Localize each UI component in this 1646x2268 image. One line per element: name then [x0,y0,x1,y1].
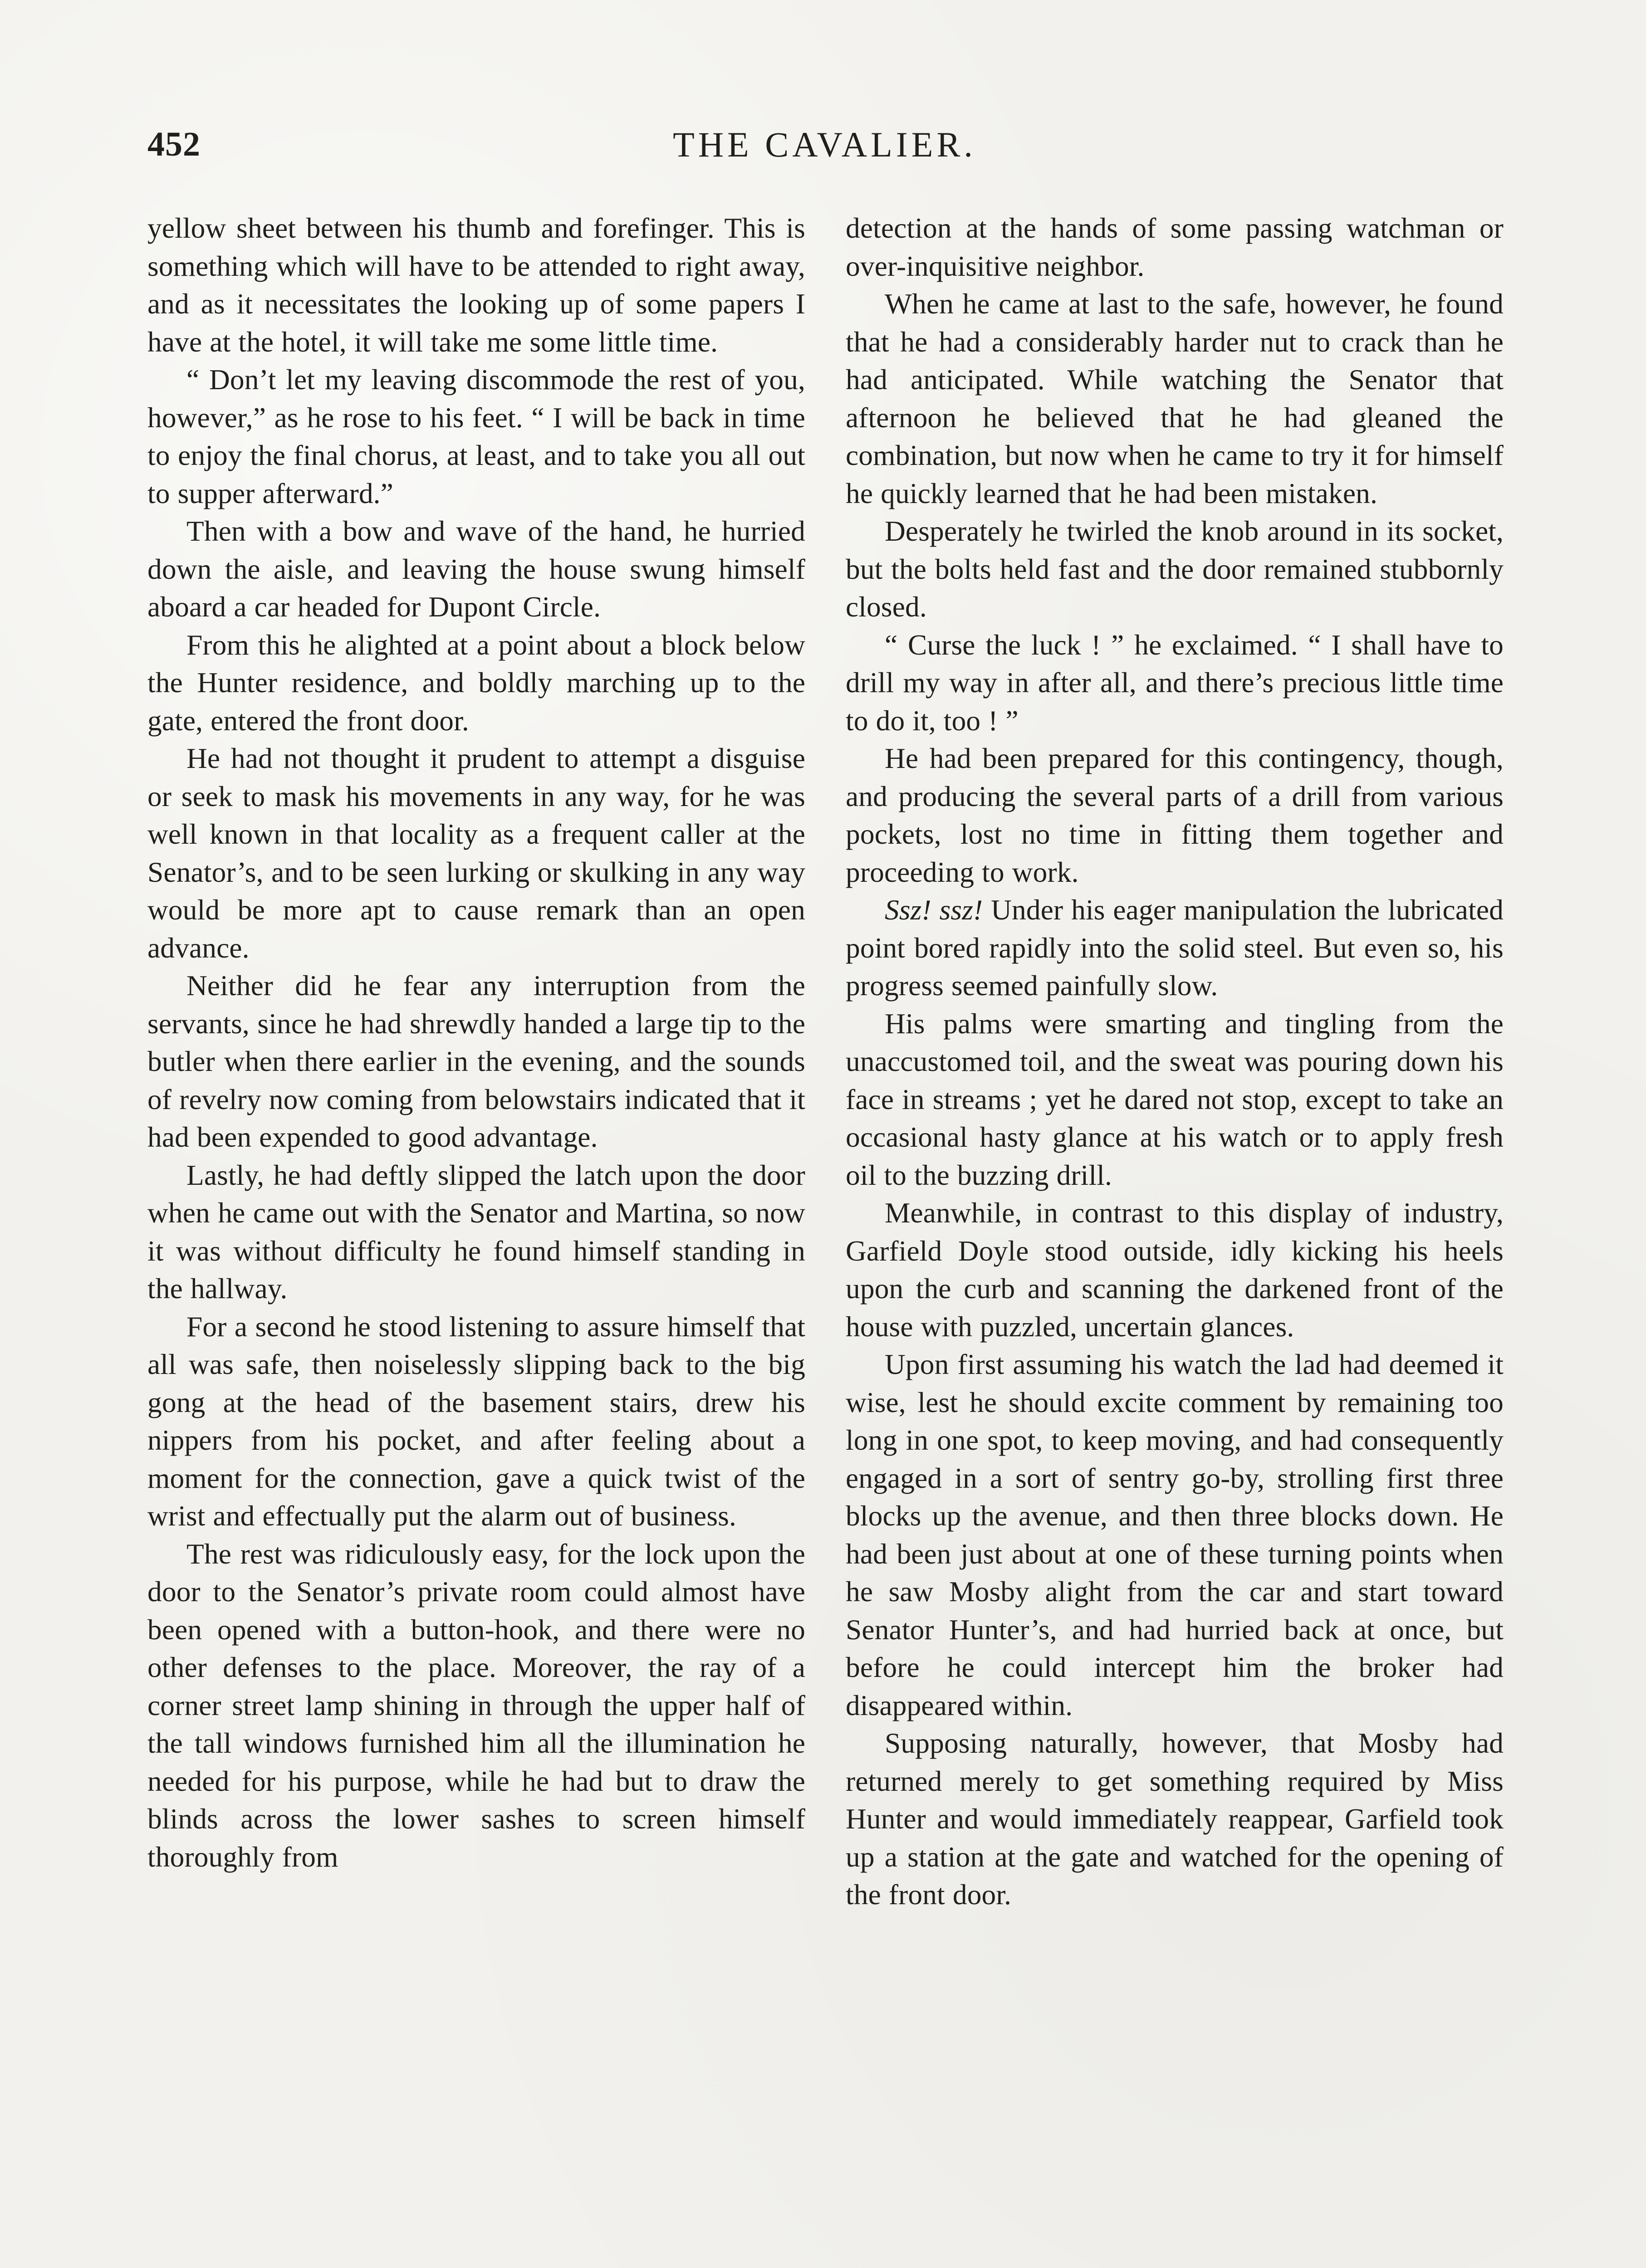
paragraph: Supposing naturally, however, that Mosby had returned merely to get something required by Miss Hunter and would immediately reappear, Garfield took up a station at the gate and watched for the opening of the front door. [846,1727,1504,1911]
left-column [147,210,805,1876]
paragraph [846,891,1504,1005]
paragraph: The rest was ridiculously easy, for the lock upon the door to the Senator’s private room could almost have been opened with a button-hook, and there were no other defenses to the place. Moreover, the ray of a corner street lamp shining in through the upper half of the tall windows furnished him all the illumination he needed for his purpose, while he had but to draw the blinds across the lower sashes to screen himself thoroughly from [147,1538,805,1873]
paragraph: He had been prepared for this contingency, though, and producing the several parts of a drill from various pockets, lost no time in fitting them together and proceeding to work. [846,743,1504,888]
paragraph: “ Don’t let my leaving discommode the rest of you, however,” as he rose to his feet. “ I will be back in time to enjoy the final chorus, at least, and to take you all out to supper afterward.” [147,364,805,509]
paragraph: Then with a bow and wave of the hand, he hurried down the aisle, and leaving the house swung himself aboard a car headed for Dupont Circle. [147,515,805,623]
paragraph: Neither did he fear any interruption from the servants, since he had shrewdly handed a large tip to the butler when there earlier in the evening, and the sounds of revelry now coming from belowstairs indicated that it had been expended to good advantage. [147,970,805,1153]
running-head: THE CAVALIER. [673,125,976,164]
page-number: 452 [147,125,201,163]
paragraph: His palms were smarting and tingling from the unaccustomed toil, and the sweat was pouring down his face in streams ; yet he dared not stop, except to take an occasional hasty glance at his watch or to apply fresh oil to the buzzing drill. [846,1007,1504,1191]
paragraph: When he came at last to the safe, however, he found that he had a considerably harder nut to crack than he had anticipated. While watching the Senator that afternoon he believed that he had gleaned the combination, but now when he came to try it for himself he quickly learned that he had been mistaken. [846,288,1504,509]
paragraph: detection at the hands of some passing watchman or over-inquisitive neighbor. [846,212,1504,282]
paragraph: Meanwhile, in contrast to this display of industry, Garfield Doyle stood outside, idly kicking his heels upon the curb and scanning the darkened front of the house with puzzled, uncertain glances. [846,1197,1504,1343]
paragraph: yellow sheet between his thumb and forefinger. This is something which will have to be attended to right away, and as it necessitates the looking up of some papers I have at the hotel, it will take me some little time. [147,212,805,358]
sound-effect-text: Ssz! ssz! [885,894,983,926]
page-header [147,127,1502,177]
right-column [846,210,1504,1914]
paragraph: Lastly, he had deftly slipped the latch upon the door when he came out with the Senator and Martina, so now it was without difficulty he found himself standing in the hallway. [147,1159,805,1305]
paragraph-text: Under his eager manipulation the lubricated point bored rapidly into the solid steel. But even so, his progress seemed painfully slow. [846,894,1504,1002]
paragraph: He had not thought it prudent to attempt a disguise or seek to mask his movements in any way, for he was well known in that locality as a frequent caller at the Senator’s, and to be seen lurking or skulking in any way would be more apt to cause remark than an open advance. [147,743,805,964]
paragraph: For a second he stood listening to assure himself that all was safe, then noiselessly slipping back to the big gong at the head of the basement stairs, drew his nippers from his pocket, and after feeling about a moment for the connection, gave a quick twist of the wrist and effectually put the alarm out of business. [147,1310,805,1532]
paragraph: “ Curse the luck ! ” he exclaimed. “ I shall have to drill my way in after all, and there’s precious little time to do it, too ! ” [846,629,1504,737]
paragraph: Upon first assuming his watch the lad had deemed it wise, lest he should excite comment by remaining too long in one spot, to keep moving, and had consequently engaged in a sort of sentry go-by, strolling first three blocks up the avenue, and then three blocks down. He had been just about at one of these turning points when he saw Mosby alight from the car and start toward Senator Hunter’s, and had hurried back at once, but before he could intercept him the broker had disappeared within. [846,1349,1504,1721]
paragraph: From this he alighted at a point about a block below the Hunter residence, and boldly marching up to the gate, entered the front door. [147,629,805,737]
paragraph: Desperately he twirled the knob around in its socket, but the bolts held fast and the door remained stubbornly closed. [846,515,1504,623]
